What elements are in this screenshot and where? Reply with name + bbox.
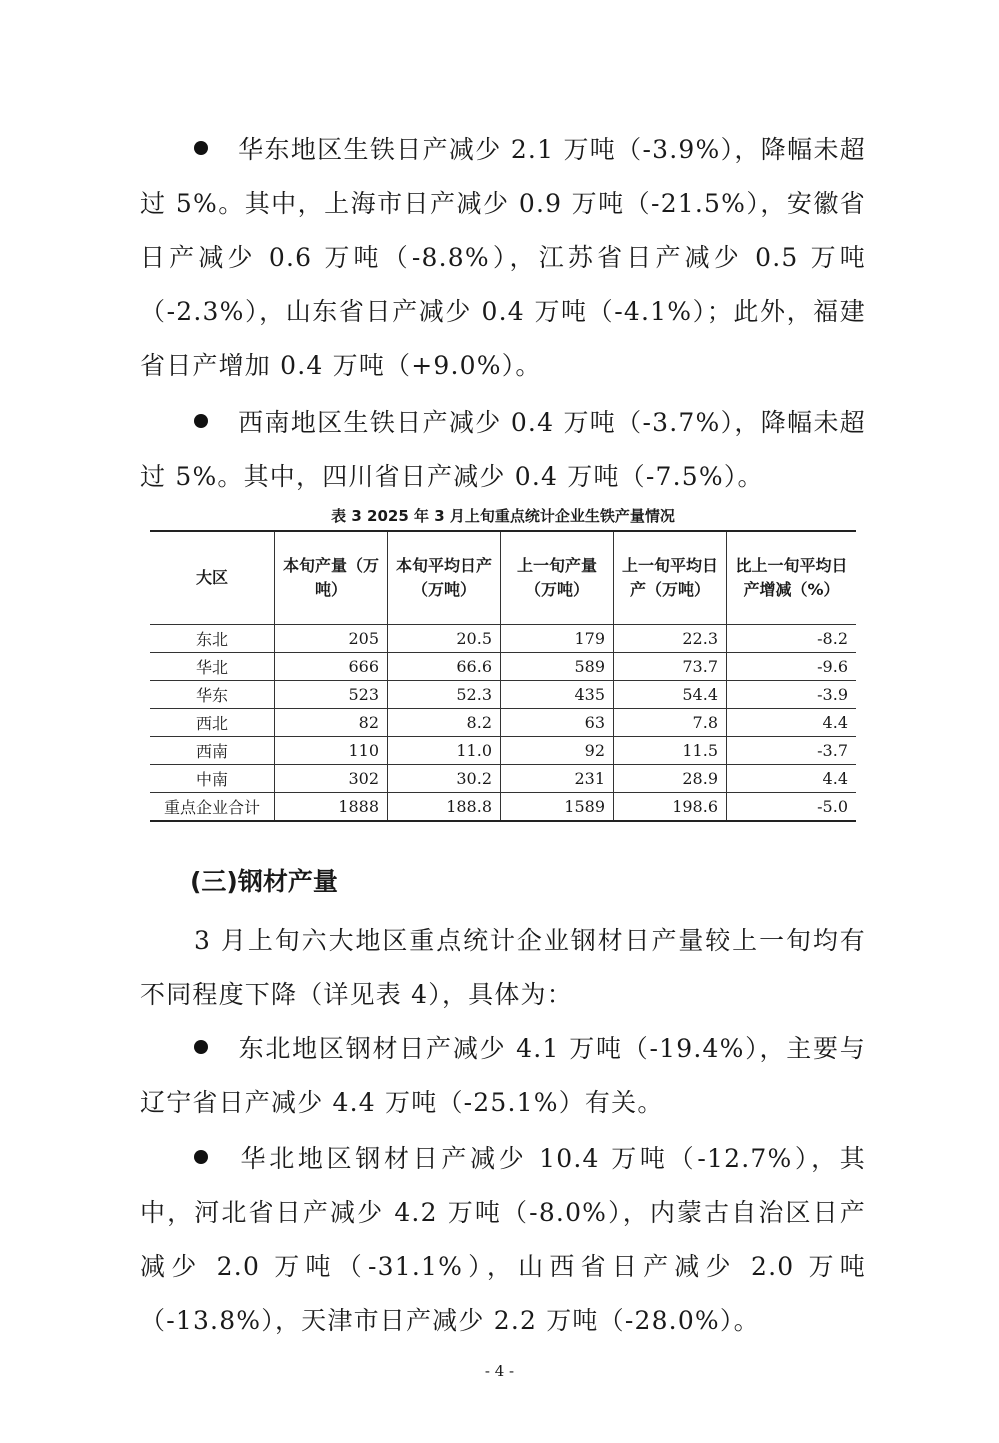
value-cell: 82 [275, 709, 388, 737]
value-cell: 73.7 [614, 653, 727, 681]
value-cell: 4.4 [727, 765, 857, 793]
value-cell: 11.5 [614, 737, 727, 765]
page-number: - 4 - [484, 1362, 515, 1380]
intro-paragraph: 3 月上旬六大地区重点统计企业钢材日产量较上一旬均有不同程度下降（详见表 4），具体为： [140, 926, 866, 1009]
column-header: 比上一旬平均日产增减（%） [727, 531, 857, 625]
value-cell: 1589 [501, 793, 614, 822]
value-cell: 22.3 [614, 625, 727, 653]
section-heading: (三)钢材产量 [190, 867, 338, 896]
value-cell: 110 [275, 737, 388, 765]
table-row [150, 625, 856, 653]
value-cell: 30.2 [388, 765, 501, 793]
value-cell: 302 [275, 765, 388, 793]
value-cell: 205 [275, 625, 388, 653]
region-cell: 东北 [150, 625, 275, 653]
value-cell: 435 [501, 681, 614, 709]
value-cell: 7.8 [614, 709, 727, 737]
table-row [150, 709, 856, 737]
value-cell: 198.6 [614, 793, 727, 822]
bullet-icon [194, 1040, 208, 1054]
value-cell: -8.2 [727, 625, 857, 653]
table-row [150, 765, 856, 793]
table-row [150, 737, 856, 765]
value-cell: 523 [275, 681, 388, 709]
value-cell: 54.4 [614, 681, 727, 709]
pig-iron-production-table [150, 530, 856, 822]
column-header: 上一旬平均日产（万吨） [614, 531, 727, 625]
value-cell: 231 [501, 765, 614, 793]
table-row [150, 793, 856, 822]
value-cell: 8.2 [388, 709, 501, 737]
bullet-icon [194, 414, 208, 428]
value-cell: 1888 [275, 793, 388, 822]
value-cell: 63 [501, 709, 614, 737]
bullet-paragraph-southwest-iron: 西南地区生铁日产减少 0.4 万吨（-3.7%），降幅未超过 5%。其中，四川省日产减少 0.4 万吨（-7.5%）。 [140, 408, 866, 491]
value-cell: 28.9 [614, 765, 727, 793]
region-cell: 中南 [150, 765, 275, 793]
value-cell: 92 [501, 737, 614, 765]
value-cell: 4.4 [727, 709, 857, 737]
column-header: 本旬平均日产（万吨） [388, 531, 501, 625]
table-row [150, 653, 856, 681]
region-cell: 华北 [150, 653, 275, 681]
table-row [150, 681, 856, 709]
value-cell: 666 [275, 653, 388, 681]
value-cell: -5.0 [727, 793, 857, 822]
region-cell: 西南 [150, 737, 275, 765]
region-cell: 西北 [150, 709, 275, 737]
bullet-paragraph-north-china-steel: 华北地区钢材日产减少 10.4 万吨（-12.7%），其中，河北省日产减少 4.2 万吨（-8.0%），内蒙古自治区日产减少 2.0 万吨（-31.1%），山西省日产减少 2.0 万吨（-13.8%），天津市日产减少 2.2 万吨（-28.0%）。 [140, 1144, 866, 1335]
value-cell: -9.6 [727, 653, 857, 681]
region-cell: 华东 [150, 681, 275, 709]
bullet-icon [194, 1150, 208, 1164]
value-cell: 589 [501, 653, 614, 681]
column-header: 本旬产量（万吨） [275, 531, 388, 625]
table-header-row [150, 531, 856, 625]
value-cell: -3.9 [727, 681, 857, 709]
value-cell: -3.7 [727, 737, 857, 765]
value-cell: 188.8 [388, 793, 501, 822]
table-caption: 表 3 2025 年 3 月上旬重点统计企业生铁产量情况 [331, 507, 675, 525]
value-cell: 11.0 [388, 737, 501, 765]
bullet-paragraph-northeast-steel: 东北地区钢材日产减少 4.1 万吨（-19.4%），主要与辽宁省日产减少 4.4 万吨（-25.1%）有关。 [140, 1034, 866, 1117]
column-header: 大区 [150, 531, 275, 625]
bullet-paragraph-east-china-iron: 华东地区生铁日产减少 2.1 万吨（-3.9%），降幅未超过 5%。其中，上海市日产减少 0.9 万吨（-21.5%），安徽省日产减少 0.6 万吨（-8.8%），江苏省日产减少 0.5 万吨（-2.3%），山东省日产减少 0.4 万吨（-4.1%）；此外，福建省日产增加 0.4 万吨（+9.0%）。 [140, 135, 866, 380]
value-cell: 66.6 [388, 653, 501, 681]
bullet-icon [194, 141, 208, 155]
column-header: 上一旬产量（万吨） [501, 531, 614, 625]
value-cell: 179 [501, 625, 614, 653]
region-cell: 重点企业合计 [150, 793, 275, 822]
value-cell: 52.3 [388, 681, 501, 709]
value-cell: 20.5 [388, 625, 501, 653]
